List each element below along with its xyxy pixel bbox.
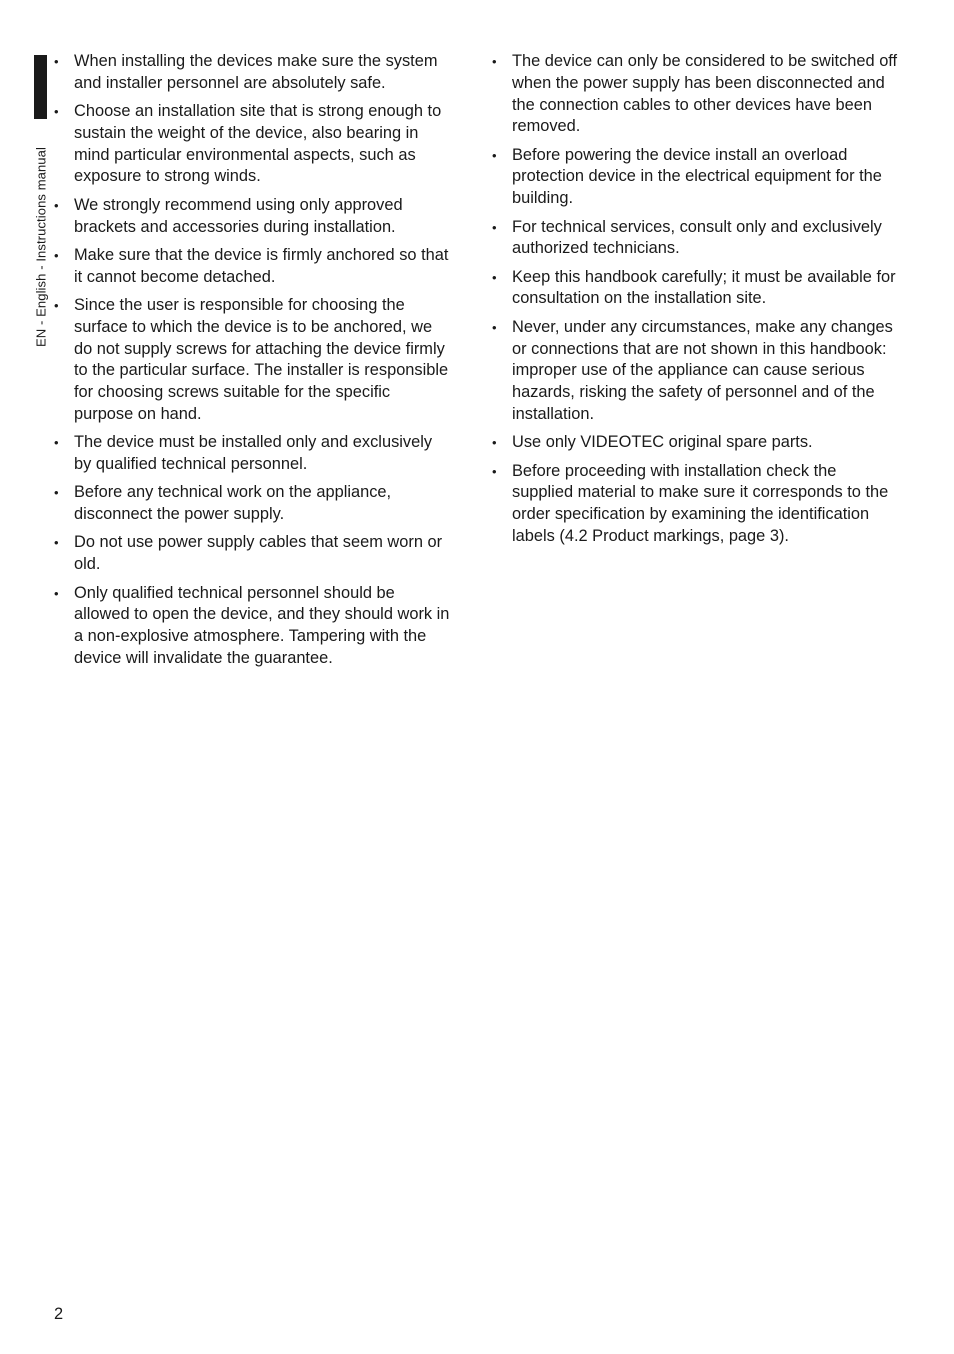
bullet-icon: • [54,197,59,213]
bullet-icon: • [492,147,497,163]
bullet-icon: • [492,435,497,451]
bullet-icon: • [492,269,497,285]
list-item [53,101,453,188]
bullet-icon: • [492,319,497,335]
bullet-icon: • [54,585,59,601]
bullet-icon: • [54,104,59,120]
list-item-text: The device can only be considered to be switched off when the power supply has been disconnected and the connection cables to other devices have been removed. [512,52,898,136]
bullet-icon: • [54,435,59,451]
list-item-text: Do not use power supply cables that seem worn or old. [74,533,443,574]
list-item-text: Never, under any circumstances, make any changes or connections that are not shown in this handbook: improper use of the appliance can cause serious hazards, risking the safety of personnel and of the installation. [512,317,893,423]
list-item [491,51,901,138]
list-item [491,217,901,261]
list-item-text: The device must be installed only and exclusively by qualified technical personnel. [74,433,433,474]
list-item [491,461,901,548]
bullet-icon: • [492,54,497,69]
right-column-bullet-list [491,51,901,554]
list-item-text: Make sure that the device is firmly anchored so that it cannot become detached. [74,245,449,286]
section-marker-bar [34,55,47,119]
list-item [53,532,453,576]
list-item [491,432,901,454]
bullet-icon: • [492,219,497,235]
side-language-label: EN - English - Instructions manual [33,147,49,347]
list-item [53,482,453,526]
bullet-icon: • [54,54,59,69]
left-column-bullet-list [53,51,453,676]
list-item-text: Since the user is responsible for choosing the surface to which the device is to be anchored, we do not supply screws for attaching the device firmly to the particular surface. The installer is responsible for choosing screws suitable for the specific purpose on hand. [74,295,449,423]
list-item-text: Before proceeding with installation check the supplied material to make sure it corresponds to the order specification by examining the identification labels (4.2 Product markings, page 3). [512,461,889,545]
page-number: 2 [54,1305,64,1323]
list-item [53,295,453,426]
bullet-icon: • [54,247,59,263]
list-item-text: Only qualified technical personnel should be allowed to open the device, and they should work in a non-explosive atmosphere. Tampering with the device will invalidate the guarantee. [74,583,450,667]
bullet-icon: • [54,485,59,501]
list-item [53,583,453,670]
list-item [491,267,901,311]
list-item [53,51,453,95]
list-item-text: Keep this handbook carefully; it must be available for consultation on the installation site. [512,267,896,308]
list-item [491,145,901,210]
list-item [53,245,453,289]
list-item-text: We strongly recommend using only approved brackets and accessories during installation. [74,195,403,236]
bullet-icon: • [54,297,59,313]
list-item [53,195,453,239]
list-item [491,317,901,426]
list-item-text: For technical services, consult only and exclusively authorized technicians. [512,217,882,258]
list-item-text: Choose an installation site that is strong enough to sustain the weight of the device, also bearing in mind particular environmental aspects, such as exposure to strong winds. [74,102,442,186]
list-item-text: Before powering the device install an overload protection device in the electrical equipment for the building. [512,145,882,208]
list-item-text: Before any technical work on the appliance, disconnect the power supply. [74,483,392,524]
list-item [53,432,453,476]
list-item-text: Use only VIDEOTEC original spare parts. [512,433,813,452]
list-item-text: When installing the devices make sure the system and installer personnel are absolutely safe. [74,52,438,92]
bullet-icon: • [492,463,497,479]
bullet-icon: • [54,535,59,551]
